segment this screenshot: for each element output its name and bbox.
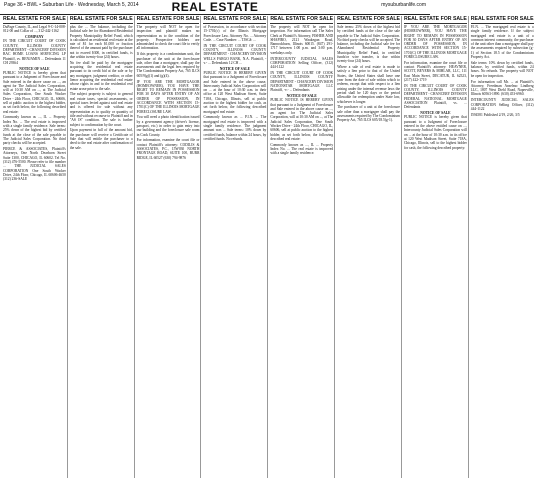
legal-notice [337,25,400,64]
notice-body: Sale terms: 25% down of the highest bid by certified funds at the close of the sale payable to The Judicial Sales Corporation. No third party checks will be accepted. The balance, including the Judicial sale fee for Abandoned Residential Property Municipality Relief Fund, in certified funds/or wire transfer, is due within twenty-four (24) hours. [337,25,400,64]
notice-body: The property will NOT be open for inspection. For information call The Sales Clerk at Plaintiff's Attorney, FISHER AND SHAPIRO, 2121 Waukegan Road, Bannockburn, Illinois 60015. (847) 291-1717 between 1:00 p.m. and 3:00 p.m. weekdays only. [270,25,334,55]
notice-body: DuPage County, IL, and Legal 9-C-14-008-012-00 and Collar of ..., 312-442-1162 [3,25,66,34]
column-heading: REAL ESTATE FOR SALE [337,16,400,22]
legal-notice [203,44,266,65]
column-heading: REAL ESTATE FOR SALE [3,16,66,22]
notice-body: The subject property is subject to general real estate taxes, special assessments, or special taxes levied against said real estate and is offered for sale without any representation as to quality or quantity of title and without recourse to Plaintiff and in "AS IS" condition. The sale is further subject to confirmation by the court. [69,92,133,127]
column-heading: REAL ESTATE FOR SALE [403,16,467,22]
notice-body: Commonly known as ..., IL ... Property Index No. ... The real estate is improved with a single family residence. [270,142,334,156]
notice-body: No fee shall be paid by the mortgagee acquiring the residential real estate pursuant to its credit bid at the sale or by any mortgagee, judgment creditor, or other lienor acquiring the residential real estate whose rights in and to the residential real estate arose prior to the sale. [69,60,133,91]
notice-body: IF YOU ARE THE MORTGAGOR (HOMEOWNER), YOU HAVE THE RIGHT TO REMAIN IN POSSESSION FOR 30 DAYS AFTER ENTRY OF AN ORDER OF POSSESSION, IN ACCORDANCE WITH SECTION 15-1701(C) OF THE ILLINOIS MORTGAGE FORECLOSURE LAW. [136,79,200,114]
legal-notice [137,25,200,51]
legal-notice [270,94,333,141]
legal-notice [3,67,66,114]
legal-notice [203,115,266,141]
notice-body: I594581 Published 2/19, 2/26, 3/5 [470,112,520,117]
notice-title: NOTICE OF SALE [420,111,451,116]
notice-body: The property will NOT be open for inspection and plaintiff makes no representation as to the condition of the property. Prospective bidders are admonished to check the court file to verify all information. [136,25,200,51]
notice-body: IN THE CIRCUIT COURT OF COOK COUNTY, ILLINOIS COUNTY DEPARTMENT - CHANCERY DIVISION FEDERAL NATIONAL MORTGAGE ASSOCIATION Plaintiff, vs. ... Defendants [403,83,467,110]
notice-body: For information, examine the court file or contact Plaintiff's attorney: HEAVNER, SCOTT, BEYERS & MIHLAR, LLC, 111 East Main Street, DECATUR, IL 62523, (217) 422-1719 [403,60,467,83]
legal-notice [404,84,467,110]
legal-notice [471,25,534,59]
column-heading: REAL ESTATE FOR SALE [203,16,267,22]
legal-notice [3,147,66,181]
notice-body: PIERCE & ASSOCIATES, Plaintiff's Attorneys, One North Dearborn Street Suite 1300, CHICAGO, IL 60602. Tel No. (312) 476-5500. Please refer to file number ... THE JUDICIAL SALES CORPORATION One South Wacker Drive, 24th Floor, Chicago, IL 60606-4650 (312) 236-SALE [3,147,66,182]
legal-notice [70,61,133,91]
notice-body: INTERCOUNTY JUDICIAL SALES CORPORATION Selling Officer, (312) 444-1122 [470,98,534,111]
legal-notice [270,25,333,55]
classified-columns [3,16,534,478]
notice-body: P.I.N. ... The mortgaged real estate is a single family residence. If the subject mortgaged real estate is a unit of a common interest community, the purchaser of the unit other than a mortgagee shall pay the assessments required by subsection (g-1) of Section 18.5 of the Condominium Property Act. [470,25,534,60]
legal-notice [270,71,333,92]
legal-notice [70,128,133,149]
legal-notice [337,105,400,122]
legal-notice [471,113,534,117]
notice-body: plus the ... The balance, including the Judicial sale fee for Abandoned Residential Property Municipality Relief Fund, which is calculated on residential real estate at the rate of $1 for each $1,000 or fraction thereof of the amount paid by the purchaser not to exceed $300, in certified funds, is due within twenty-four (24) hours. [69,25,133,60]
legal-notice [404,111,467,150]
legal-notice [70,25,133,59]
legal-notice [337,65,400,104]
legal-notice [404,61,467,82]
legal-notice [3,115,66,145]
notice-body: PUBLIC NOTICE is hereby given that pursuant to a Judgment of Foreclosure and Sale entered in the above cause on ..., an agent for The Judicial Sales Corporation, will at 10:30 AM on ..., at The Judicial Sales Corporation, One South Wacker Drive - 24th Floor, CHICAGO, IL, 60606, sell at public auction to the highest bidder, as set forth below, the following described real estate: [3,70,66,114]
legal-notice [137,80,200,114]
classified-column [203,16,268,478]
notice-body: INTERCOUNTY JUDICIAL SALES CORPORATION Selling Officer, (312) 444-1122 [270,56,334,70]
notice-body: IF YOU ARE THE MORTGAGOR (HOMEOWNER), YOU HAVE THE RIGHT TO REMAIN IN POSSESSION FOR 30 DAYS AFTER ENTRY OF AN ORDER OF POSSESSION, IN ACCORDANCE WITH SECTION 15-1701(C) OF THE ILLINOIS MORTGAGE FORECLOSURE LAW. [403,25,467,60]
page-header [0,0,430,15]
column-heading: REAL ESTATE FOR SALE [69,16,133,22]
column-heading: REAL ESTATE FOR SALE [470,16,534,22]
notice-body: You will need a photo identification issued by a government agency (driver's license, passport, etc.) in order to gain entry into our building and the foreclosure sale room in Cook County. [136,115,200,137]
notice-title: NOTICE OF SALE [19,66,50,71]
legal-notice [137,138,200,159]
legal-notice [3,35,66,65]
classified-column [471,16,535,478]
legal-notice [203,25,266,42]
classified-column [70,16,135,478]
legal-notice [3,25,66,34]
legal-notice [137,115,200,136]
section-title: REAL ESTATE [171,0,259,14]
notice-body: IN THE CIRCUIT COURT OF COOK COUNTY, ILLINOIS COUNTY DEPARTMENT - CHANCERY DIVISION NATIONSTAR MORTGAGE LLC Plaintiff, -v.- ... Defendants [270,70,334,93]
legal-notice [404,25,467,59]
notice-body: Upon payment in full of the amount bid, the purchaser will receive a Certificate of Sale that will entitle the purchaser to a deed to the real estate after confirmation of the sale. [69,128,133,150]
notice-body: PUBLIC NOTICE is hereby given that pursuant to a Judgment of Foreclosure entered in the above entitled cause on ..., Intercounty Judicial Sales Corporation will on ... at the hour of 10:30 a.m. in its office at 120 West Madison Street, Suite 718A, Chicago, Illinois, sell to the highest bidder for cash, the following described property: [403,115,467,150]
classified-column [137,16,202,478]
legal-notice [70,92,133,126]
notice-body: If this property is a condominium unit, the purchaser of the unit at the foreclosure sale, other than a mortgagee, shall pay the assessments and the legal fees required by The Condominium Property Act, 765 ILCS 605/9(g)(1) and (g)(4). [136,52,200,78]
notice-body: IN THE CIRCUIT COURT OF COOK COUNTY, ILLINOIS COUNTY DEPARTMENT - CHANCERY DIVISION WELLS FARGO BANK, N.A. Plaintiff, -v.- ... Defendants 12 CH ... [203,43,267,65]
notice-body: of Possession, in accordance with section 15-1701(c) of the Illinois Mortgage Foreclosure Law. Attorney No. ... Attorney Code. ... Case Number: ... TJSC#: ... [203,25,267,42]
legal-notice [471,61,534,78]
classified-column [337,16,402,478]
notice-body: PUBLIC NOTICE IS HEREBY GIVEN that pursuant to a Judgment of Foreclosure and Sale entered in the above cause on ..., an agent for The Judicial Sales Corporation, will at 10:30 AM on ..., at The Judicial Sales Corporation, One South Wacker Drive - 24th Floor, CHICAGO, IL, 60606, sell at public auction to the highest bidder, as set forth below, the following described real estate: [270,98,334,141]
notice-body: Sale terms: 10% down by certified funds, balance, by certified funds, within 24 hours. No refunds. The property will NOT be open for inspection. [470,60,534,78]
legal-notice [137,52,200,78]
notice-body: IN THE CIRCUIT COURT OF COOK COUNTY, ILLINOIS COUNTY DEPARTMENT - CHANCERY DIVISION BAC HOME LOANS SERVICING LP Plaintiff, vs. BENJAMIN ... Defendants 11 CH 29364 [3,39,66,65]
notice-body: For information call Mr. ... at Plaintiff's Attorney, Freedman Anselmo Lindberg LLC, 1807 West Diehl Road, Naperville, Illinois 60563-1890. (630) 453-6960. [470,79,534,97]
legal-notice [270,143,333,156]
classified-column [3,16,68,478]
classified-column [404,16,469,478]
legal-notice [270,57,333,70]
site-url: mysuburbanlife.com [381,2,426,8]
notice-title: NOTICE OF SALE [286,93,317,98]
notice-body: PUBLIC NOTICE IS HEREBY GIVEN that pursuant to a Judgment of Foreclosure and Sale entered in the above cause, Intercounty Judicial Sales Corporation will on ... at the hour of 10:30 a.m. in their office at 120 West Madison Street, Suite 718A, Chicago, Illinois, sell at public auction to the highest bidder for cash, as set forth below, the following described mortgaged real estate: [203,70,267,114]
notice-body: Where a sale of real estate is made to satisfy a lien prior to that of the United States, the United States shall have one year from the date of sale within which to redeem, except that with respect to a lien arising under the internal revenue laws the period shall be 120 days or the period allowable for redemption under State law, whichever is longer. [337,65,400,104]
column-heading: REAL ESTATE FOR SALE [270,16,334,22]
column-heading: REAL ESTATE FOR SALE [136,16,200,22]
legal-notice [471,98,534,111]
notice-body: The purchaser of a unit at the foreclosure sale other than a mortgagee shall pay the assessments required by The Condominium Property Act, 765 ILCS 605/18.5(g-1). [337,105,400,123]
notice-body: For information, examine the court file or contact Plaintiff's attorney: CODILIS & ASSOCIATES, P.C., 15W030 NORTH FRONTAGE ROAD, SUITE 100, BURR RIDGE, IL 60527 (630) 794-9876 [136,138,200,160]
legal-notice [203,67,266,114]
notice-body: Commonly known as ... P.I.N. ... The mortgaged real estate is improved with a single family residence. The judgment amount was ... Sale terms: 10% down by certified funds, balance within 24 hours, by certified funds. No refunds. [203,115,267,141]
legal-notice [471,80,534,97]
notice-title: NOTICE OF SALE [219,66,251,71]
notice-title: COMPANY [25,35,44,40]
classified-column [270,16,335,478]
page-folio: Page 36 • BWL • Suburban Life · Wednesday, March 5, 2014 [4,2,139,8]
notice-body: Commonly known as ..., IL ... Property Index No. ... The real estate is improved with a single family residence. Sale terms: 25% down of the highest bid by certified funds at the close of the sale payable to The Judicial Sales Corporation. No third party checks will be accepted. [3,115,66,146]
